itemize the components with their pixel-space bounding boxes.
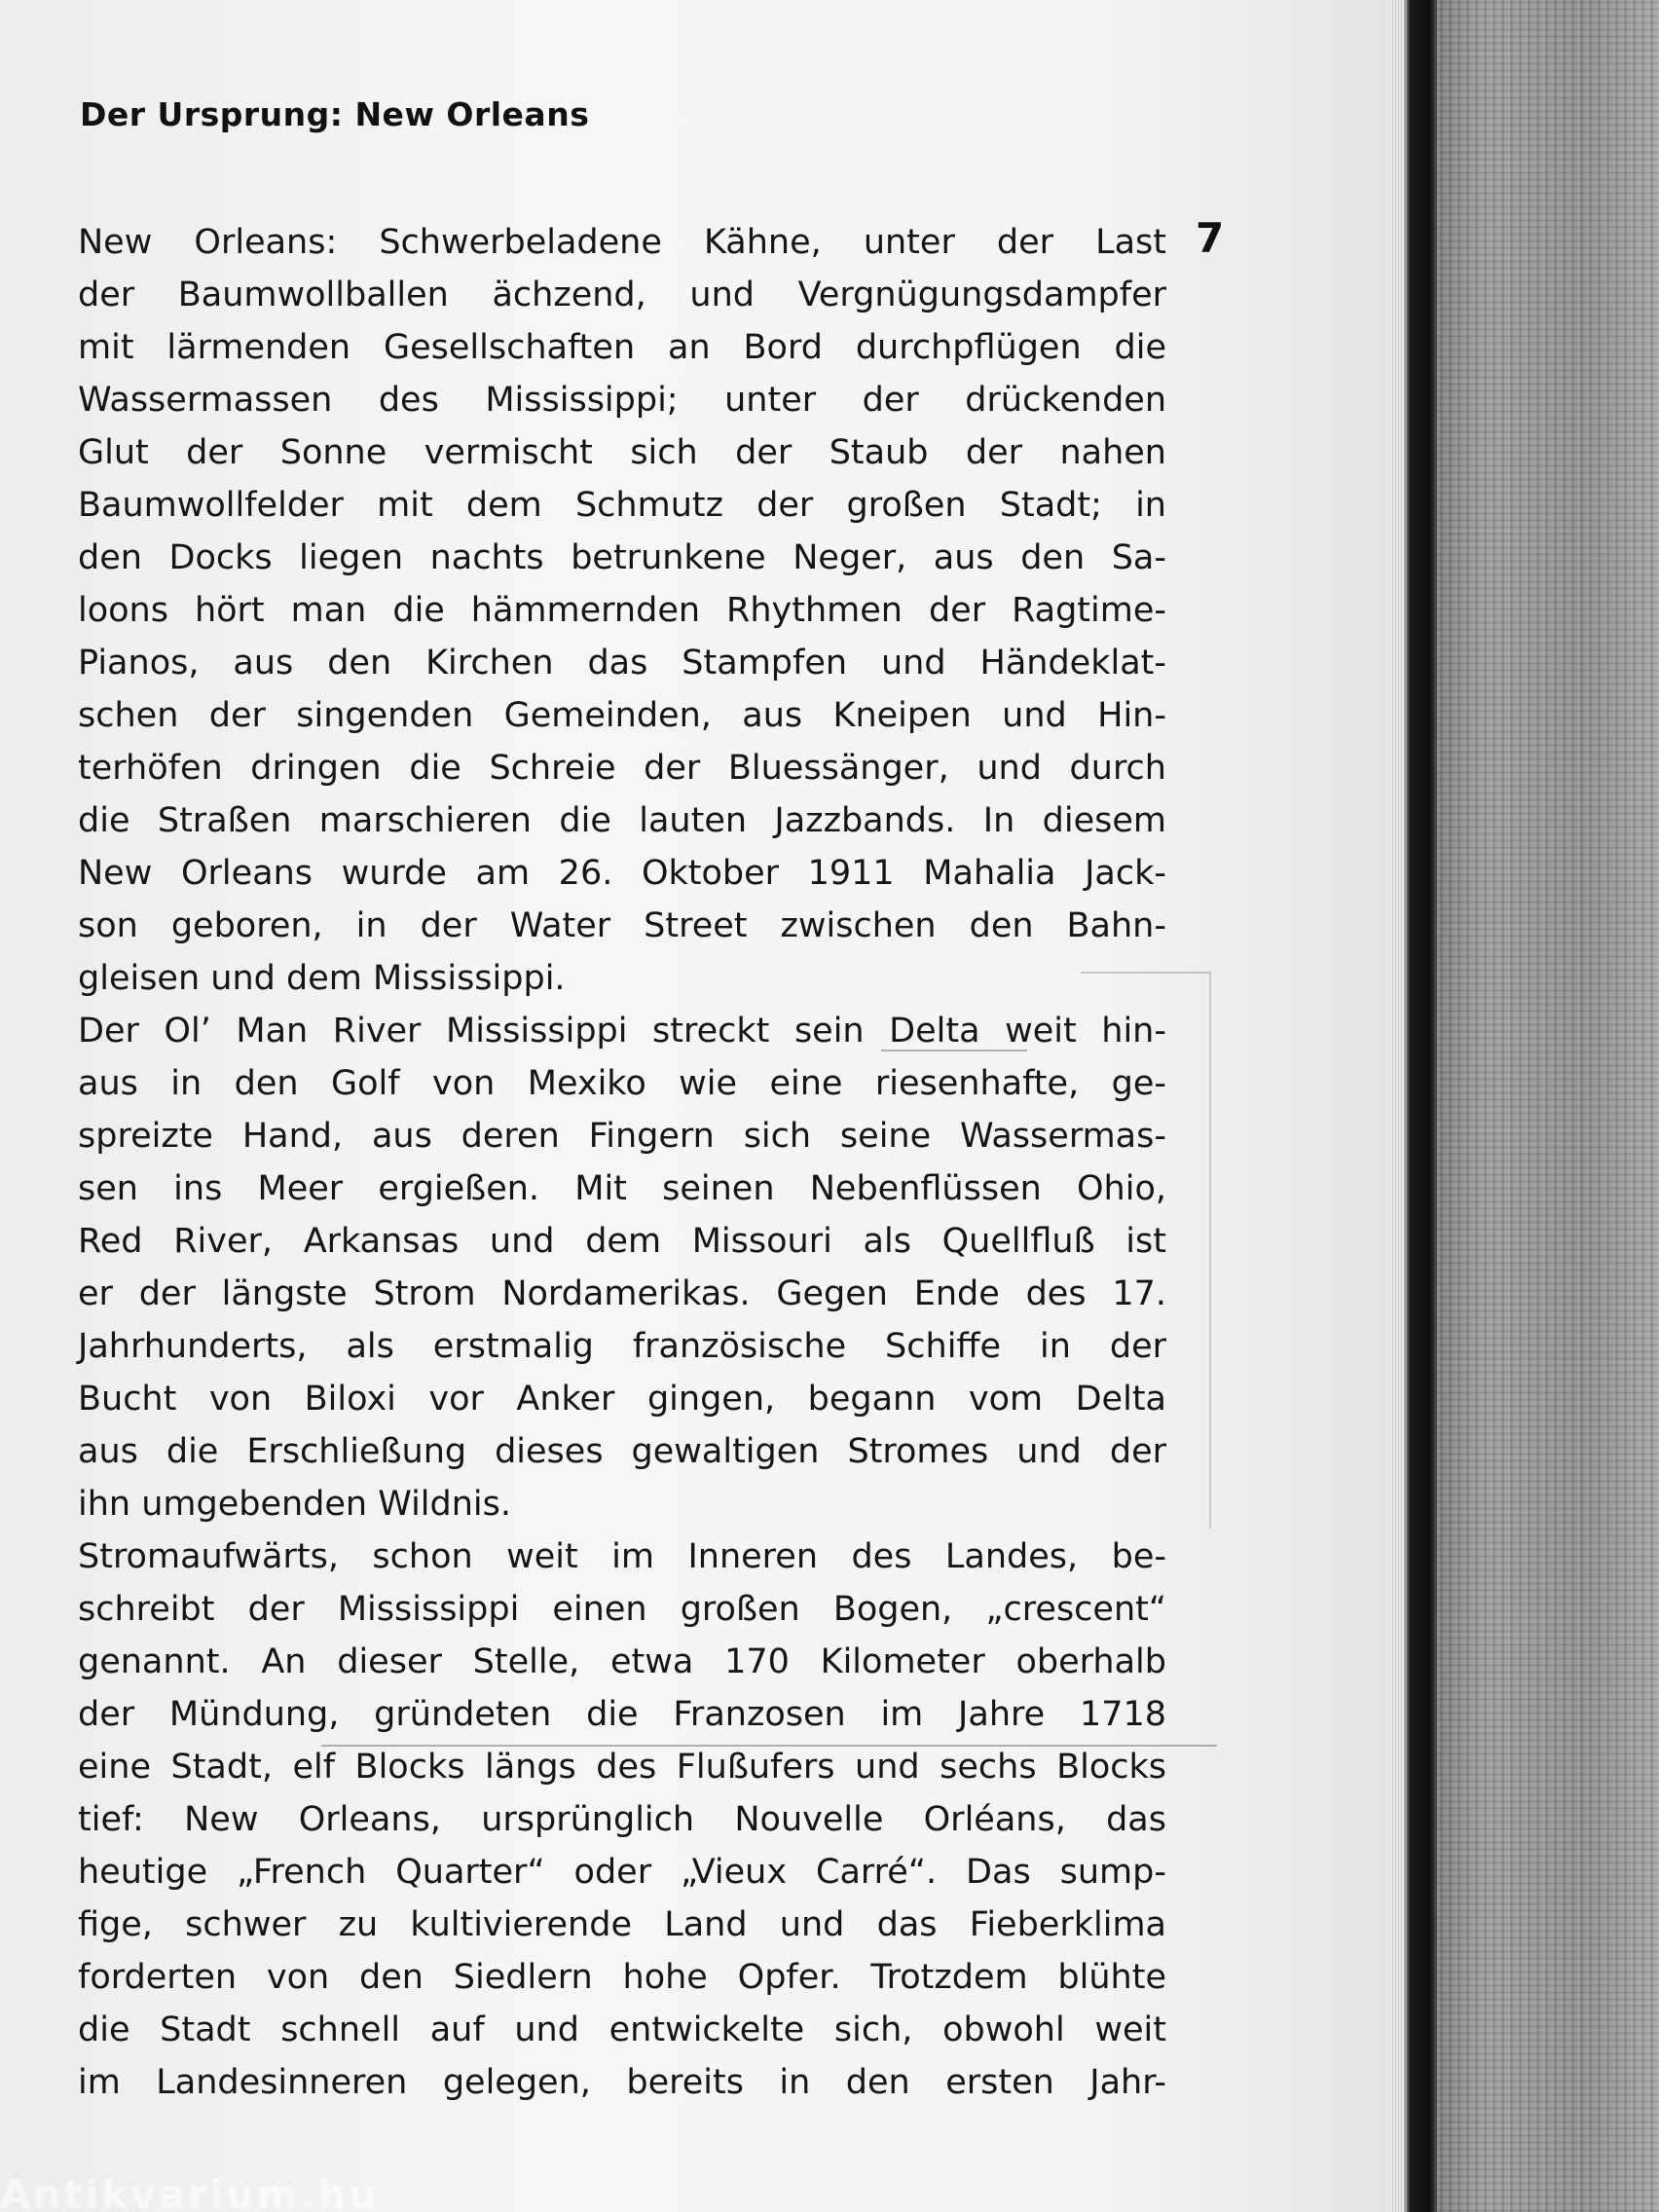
text-line: Der Ol’ Man River Mississippi streckt sein Delta weit hin- xyxy=(78,1012,1166,1051)
text-line: mit lärmenden Gesellschaften an Bord durchpflügen die xyxy=(78,328,1166,367)
text-line: son geboren, in der Water Street zwischen den Bahn- xyxy=(78,906,1166,945)
text-line: Baumwollfelder mit dem Schmutz der großen Stadt; in xyxy=(78,486,1166,525)
pencil-underline xyxy=(881,1050,1027,1051)
text-line: Bucht von Biloxi vor Anker gingen, begann vom Delta xyxy=(78,1380,1166,1419)
text-line: Red River, Arkansas und dem Missouri als Quellfluß ist xyxy=(78,1222,1166,1261)
pencil-mark xyxy=(1081,972,1211,1529)
text-line: terhöfen dringen die Schreie der Bluessänger, und durch xyxy=(78,749,1166,788)
text-line: Pianos, aus den Kirchen das Stampfen und Händeklat- xyxy=(78,644,1166,682)
text-line: New Orleans: Schwerbeladene Kähne, unter der Last xyxy=(78,223,1166,262)
text-line: ihn umgebenden Wildnis. xyxy=(78,1485,512,1524)
pencil-underline xyxy=(321,1745,1217,1747)
background-surface xyxy=(1412,0,1659,2212)
watermark: Antikvarium.hu xyxy=(0,2179,380,2212)
text-line: die Straßen marschieren die lauten Jazzbands. In diesem xyxy=(78,801,1166,840)
chapter-heading: Der Ursprung: New Orleans xyxy=(80,95,590,133)
text-line: der Baumwollballen ächzend, und Vergnügungsdampfer xyxy=(78,276,1166,314)
text-line: spreizte Hand, aus deren Fingern sich seine Wassermas- xyxy=(78,1117,1166,1156)
text-line: New Orleans wurde am 26. Oktober 1911 Mahalia Jack- xyxy=(78,854,1166,893)
text-line: er der längste Strom Nordamerikas. Gegen Ende des 17. xyxy=(78,1274,1166,1313)
text-line: den Docks liegen nachts betrunkene Neger, aus den Sa- xyxy=(78,538,1166,577)
book-spine-edge xyxy=(1400,0,1437,2212)
text-line: aus die Erschließung dieses gewaltigen Stromes und der xyxy=(78,1432,1166,1471)
text-line: Glut der Sonne vermischt sich der Staub der nahen xyxy=(78,433,1166,472)
text-line: schen der singenden Gemeinden, aus Kneipen und Hin- xyxy=(78,696,1166,735)
text-line: aus in den Golf von Mexiko wie eine riesenhafte, ge- xyxy=(78,1064,1166,1103)
text-line: tief: New Orleans, ursprünglich Nouvelle Orléans, das xyxy=(78,1800,1166,1839)
text-line: Stromaufwärts, schon weit im Inneren des Landes, be- xyxy=(78,1537,1166,1576)
body-text xyxy=(78,216,1166,2109)
text-line: heutige „French Quarter“ oder „Vieux Carré“. Das sump- xyxy=(78,1853,1166,1892)
text-line: im Landesinneren gelegen, bereits in den ersten Jahr- xyxy=(78,2063,1166,2102)
text-line: Wassermassen des Mississippi; unter der drückenden xyxy=(78,381,1166,420)
text-line: forderten von den Siedlern hohe Opfer. Trotzdem blühte xyxy=(78,1958,1166,1997)
text-line: schreibt der Mississippi einen großen Bogen, „crescent“ xyxy=(78,1590,1166,1629)
text-line: fige, schwer zu kultivierende Land und das Fieberklima xyxy=(78,1905,1166,1944)
text-line: Jahrhunderts, als erstmalig französische Schiffe in der xyxy=(78,1327,1166,1366)
text-line: der Mündung, gründeten die Franzosen im Jahre 1718 xyxy=(78,1695,1166,1734)
text-line: genannt. An dieser Stelle, etwa 170 Kilometer oberhalb xyxy=(78,1642,1166,1681)
page-number: 7 xyxy=(1196,214,1225,262)
text-line: die Stadt schnell auf und entwickelte sich, obwohl weit xyxy=(78,2010,1166,2049)
text-line: loons hört man die hämmernden Rhythmen der Ragtime- xyxy=(78,591,1166,630)
text-line: eine Stadt, elf Blocks längs des Flußufers und sechs Blocks xyxy=(78,1748,1166,1787)
text-line: gleisen und dem Mississippi. xyxy=(78,959,566,998)
page-edges xyxy=(1390,0,1404,2212)
text-line: sen ins Meer ergießen. Mit seinen Nebenflüssen Ohio, xyxy=(78,1169,1166,1208)
